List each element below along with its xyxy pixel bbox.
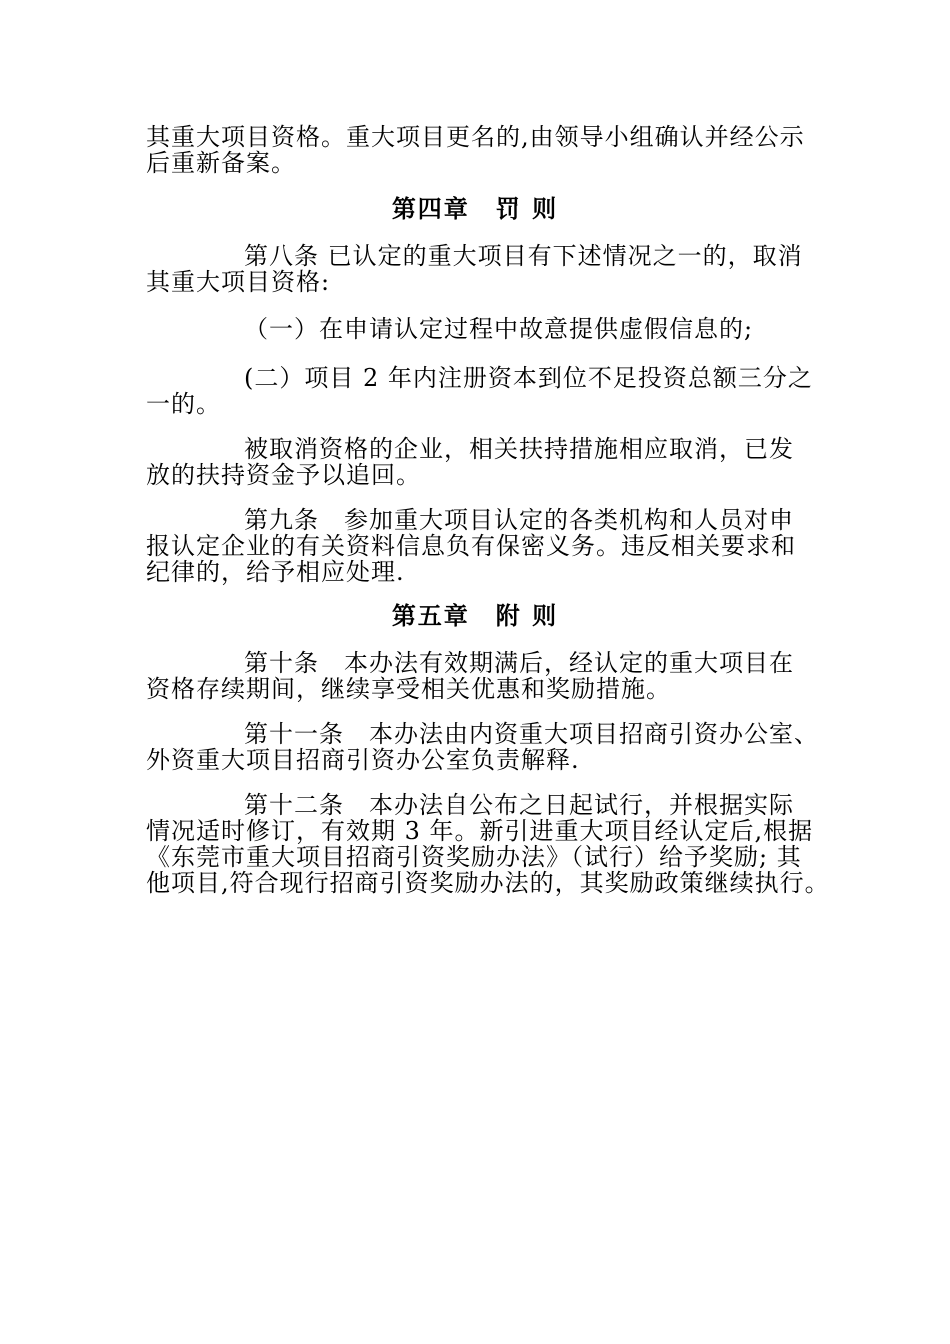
text-line: 他项目,符合现行招商引资奖励办法的，其奖励政策继续执行。 xyxy=(146,869,830,897)
text-line: 资格存续期间，继续享受相关优惠和奖励措施。 xyxy=(146,675,671,703)
text-line: 其重大项目资格: xyxy=(146,268,331,296)
text-line: 其重大项目资格。重大项目更名的,由领导小组确认并经公示 xyxy=(146,123,805,151)
text-line: 外资重大项目招商引资办公室负责解释. xyxy=(146,746,580,774)
chapter-4-title: 第四章 罚 则 xyxy=(391,194,559,223)
article-12-paragraph xyxy=(146,792,830,896)
text-line: 后重新备案。 xyxy=(146,149,296,177)
article-9-paragraph xyxy=(146,507,796,585)
text-line: 第九条 参加重大项目认定的各类机构和人员对申 xyxy=(244,506,794,534)
text-line: 报认定企业的有关资料信息负有保密义务。违反相关要求和 xyxy=(146,532,796,560)
text-line: 纪律的，给予相应处理. xyxy=(146,558,405,586)
text-line: 被取消资格的企业，相关扶持措施相应取消，已发 xyxy=(244,435,794,463)
article-8-paragraph xyxy=(146,243,803,295)
article-11-paragraph xyxy=(146,721,819,773)
text-line: 一的。 xyxy=(146,390,221,418)
revoke-paragraph xyxy=(146,436,794,488)
text-line: 放的扶持资金予以追回。 xyxy=(146,461,421,489)
text-line: （一）在申请认定过程中故意提供虚假信息的; xyxy=(244,315,754,343)
text-line: 第十二条 本办法自公布之日起试行，并根据实际 xyxy=(244,791,794,819)
text-line: 第十一条 本办法由内资重大项目招商引资办公室、 xyxy=(244,720,819,748)
article-8-item-1 xyxy=(146,316,753,342)
paragraph-continuation xyxy=(146,124,805,176)
text-line: 第十条 本办法有效期满后，经认定的重大项目在 xyxy=(244,649,794,677)
article-10-paragraph xyxy=(146,650,794,702)
text-line: 《东莞市重大项目招商引资奖励办法》（试行）给予奖励; 其 xyxy=(146,843,802,871)
chapter-5-title: 第五章 附 则 xyxy=(391,601,559,630)
text-line: 第八条 已认定的重大项目有下述情况之一的，取消 xyxy=(244,242,803,270)
article-8-item-2 xyxy=(146,365,813,417)
text-line: 情况适时修订，有效期 3 年。新引进重大项目经认定后,根据 xyxy=(146,817,814,845)
text-line: (二）项目 2 年内注册资本到位不足投资总额三分之 xyxy=(244,364,813,392)
